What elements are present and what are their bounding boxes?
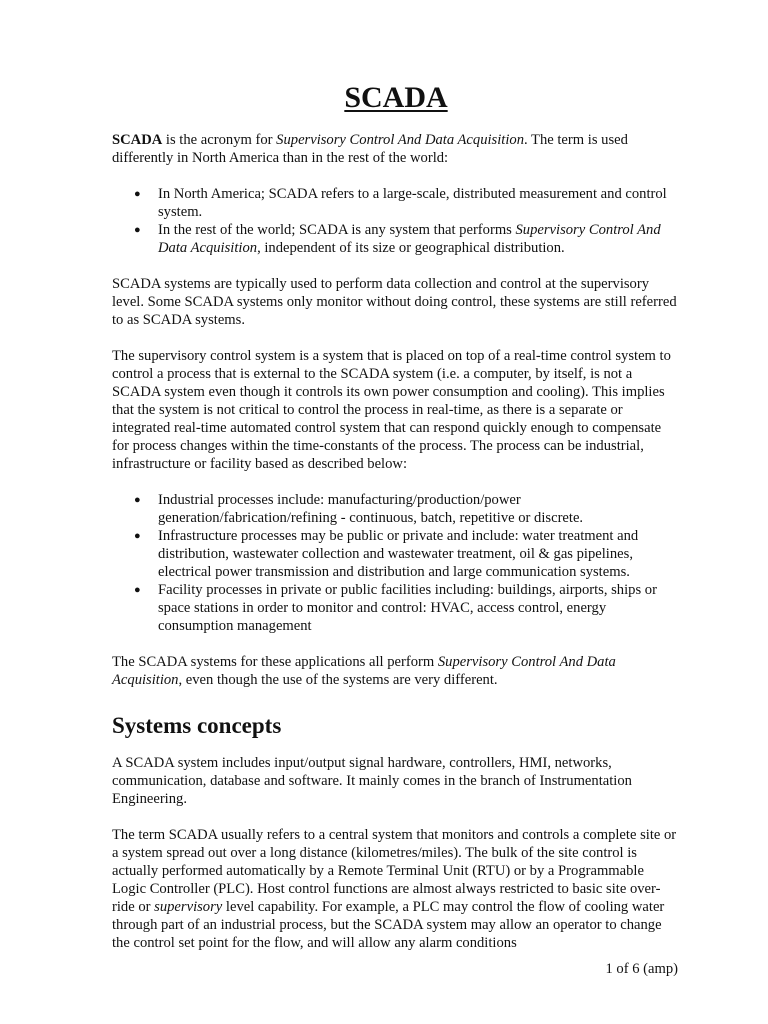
list-item-text: , independent of its size or geographical distribution. [257,240,565,256]
list-item [134,221,680,257]
bullet-icon: ● [134,530,141,542]
bullet-icon: ● [134,494,141,506]
list-item-text: Facility processes in private or public facilities including: buildings, airports, ships or space stations in order to monitor and control: HVAC, access control, energy consumption management [158,582,657,634]
term-paragraph [112,826,680,952]
page-number: 1 of 6 (amp) [605,961,678,977]
bullet-icon: ● [134,584,141,596]
list-item [134,185,680,221]
list-item-text: Infrastructure processes may be public or private and include: water treatment and distribution, wastewater collection and wastewater treatment, oil & gas pipelines, electrical power transmission and distribution and large communication systems. [158,528,639,580]
list-item-text: Industrial processes include: manufacturing/production/power generation/fabrication/refining - continuous, batch, repetitive or discrete. [158,492,584,526]
term-text-1: The term SCADA usually refers to a central system that monitors and controls a complete site or a system spread out over a long distance (kilometres/miles). The bulk of the site control is actually performed automatically by a Remote Terminal Unit (RTU) or by a Programmable Logic Controller (PLC). Host control functions are almost always restricted to basic site over-ride or [112,827,677,915]
list-item [134,491,680,527]
process-bullet-list [112,491,680,635]
document-page [112,78,680,952]
list-item-text: In North America; SCADA refers to a large-scale, distributed measurement and control system. [158,186,667,220]
applications-text-1: The SCADA systems for these applications all perform [112,654,438,670]
intro-bold-term: SCADA [112,132,163,148]
region-bullet-list [112,185,680,257]
applications-paragraph [112,653,680,689]
term-text-2: level capability. For example, a PLC may control the flow of cooling water through part of an industrial process, but the SCADA system may allow an operator to change the control set point for the flow, and will allow any alarm conditions [112,899,665,951]
supervisory-paragraph: The supervisory control system is a system that is placed on top of a real-time control system to control a process that is external to the SCADA system (i.e. a computer, by itself, is not a SCADA system even though it controls its own power consumption and cooling). This implies that the system is not critical to control the process in real-time, as there is a separate or integrated real-time automated control system that can respond quickly enough to compensate for process changes within the time-constants of the process. The process can be industrial, infrastructure or facility based as described below: [112,348,671,472]
list-item-italic: Supervisory Control And Data Acquisition [158,222,661,256]
bullet-icon: ● [134,188,141,200]
list-item [134,527,680,581]
applications-text-2: , even though the use of the systems are very different. [178,672,498,688]
intro-text-1: is the acronym for [162,132,277,148]
term-italic-word: supervisory [154,899,223,915]
intro-paragraph [112,131,680,167]
typical-use-paragraph: SCADA systems are typically used to perform data collection and control at the supervisory level. Some SCADA systems only monitor without doing control, these systems are still referred to as SCADA systems. [112,276,677,328]
section-heading: Systems concepts [112,713,282,738]
bullet-icon: ● [134,224,141,236]
system-includes-paragraph: A SCADA system includes input/output signal hardware, controllers, HMI, networks, communication, database and software. It mainly comes in the branch of Instrumentation Engineering. [112,755,632,807]
document-title: SCADA [344,81,448,114]
applications-italic-term: Supervisory Control And Data Acquisition [112,654,616,688]
intro-italic-term: Supervisory Control And Data Acquisition [276,132,524,148]
intro-text-2: . The term is used differently in North America than in the rest of the world: [112,132,628,166]
list-item [134,581,680,635]
list-item-text: In the rest of the world; SCADA is any system that performs [158,222,516,238]
